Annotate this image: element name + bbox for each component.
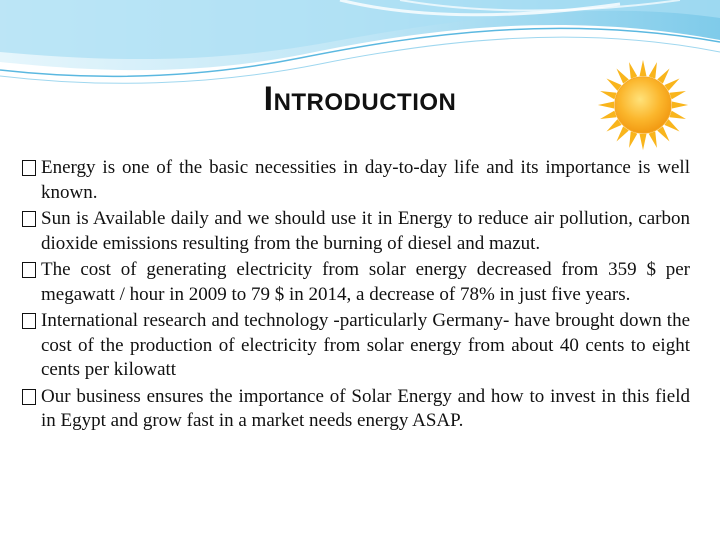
sun-ray — [640, 134, 647, 150]
sun-ray — [669, 111, 685, 119]
missing-glyph-box-icon — [22, 211, 36, 227]
bullet-text: Energy is one of the basic necessities in day-to-day life and its importance is well known. — [41, 157, 690, 203]
sun-ray — [649, 62, 657, 78]
sun-ray — [600, 91, 616, 99]
sun-ray — [598, 102, 614, 109]
bullet-text: Sun is Available daily and we should use it in Energy to reduce air pollution, carbon dioxide emissions resulting from the burning of diesel and mazut. — [41, 208, 690, 254]
sun-ray — [672, 102, 688, 109]
missing-glyph-box-icon — [22, 313, 36, 329]
sun-ray — [669, 91, 685, 99]
bullet-text: International research and technology -particularly Germany- have brought down the cost of the production of electricity from solar energy from about 40 cents to eight cents per kilowatt — [41, 310, 690, 380]
sun-ray — [649, 131, 657, 147]
bullet-item — [22, 258, 690, 307]
sun-ray — [629, 62, 637, 78]
bullet-text: Our business ensures the importance of Solar Energy and how to invest in this field in Egypt and grow fast in a market needs energy ASAP. — [41, 385, 690, 431]
bullet-item — [22, 207, 690, 256]
sun-ray — [640, 60, 647, 76]
bullet-list — [22, 156, 690, 436]
missing-glyph-box-icon — [22, 160, 36, 176]
bullet-text: The cost of generating electricity from solar energy decreased from 359 $ per megawatt / hour in 2009 to 79 $ in 2014, a decrease of 78% in just five years. — [41, 259, 690, 305]
bullet-item — [22, 156, 690, 205]
bullet-item — [22, 385, 690, 434]
sun-ray — [600, 111, 616, 119]
sun-icon — [596, 58, 690, 152]
bullet-item — [22, 309, 690, 383]
title-initial: I — [263, 80, 274, 118]
missing-glyph-box-icon — [22, 389, 36, 405]
title-rest: NTRODUCTION — [273, 89, 457, 116]
missing-glyph-box-icon — [22, 262, 36, 278]
sun-ray — [629, 131, 637, 147]
